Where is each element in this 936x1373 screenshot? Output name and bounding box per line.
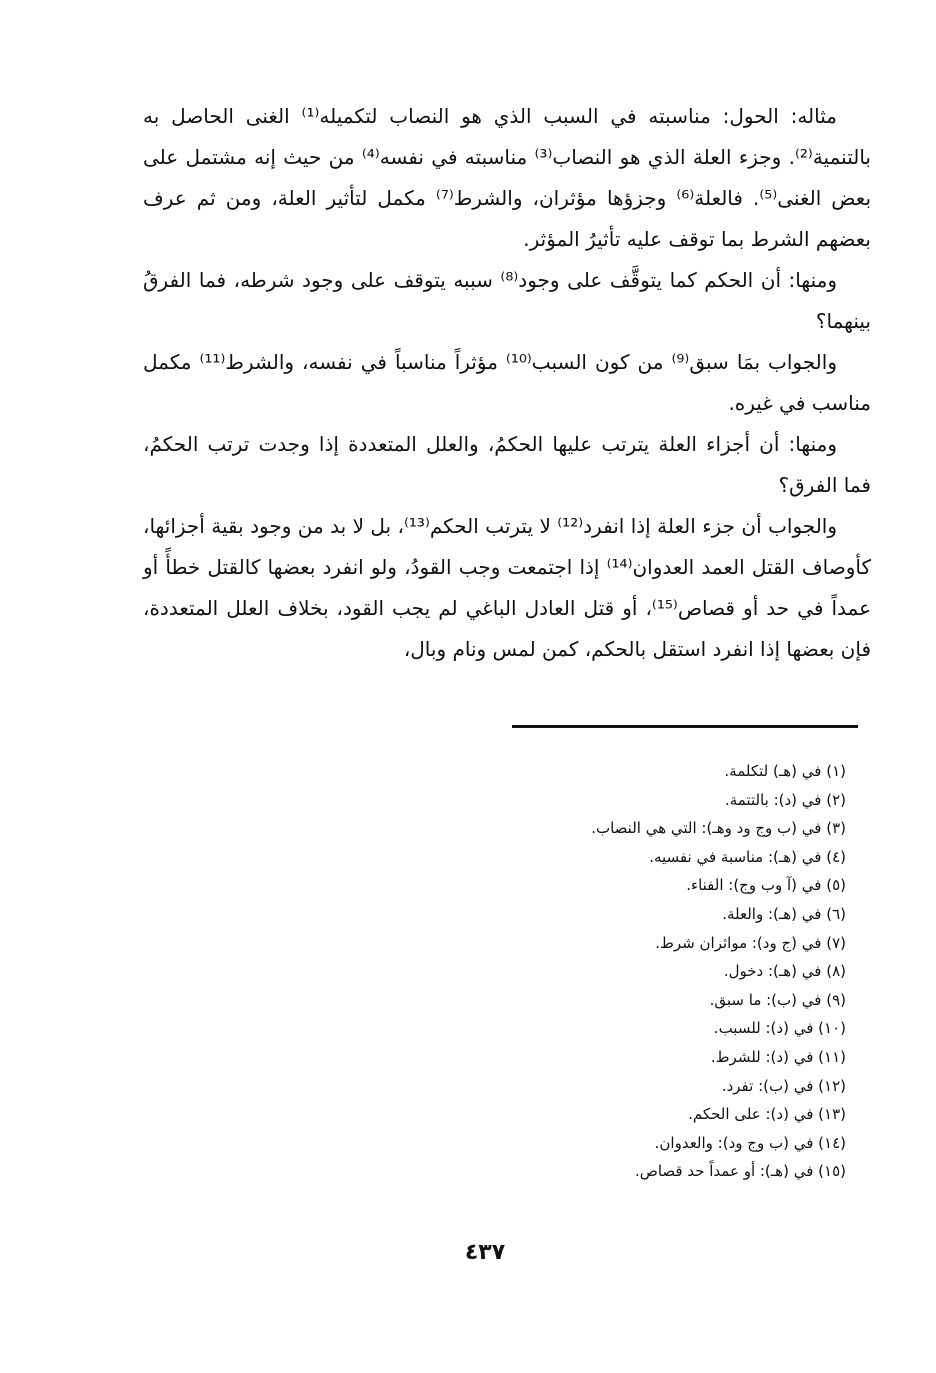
footnote: (١٤) في (ب وج ود): والعدوان. xyxy=(654,1133,846,1152)
footnote: (٢) في (د): بالتتمة. xyxy=(724,790,846,809)
footnote: (٣) في (ب وج ود وهـ): التي هي النصاب. xyxy=(591,819,846,838)
footnote: (٩) في (ب): ما سبق. xyxy=(709,990,846,1009)
footnotes xyxy=(400,757,846,1186)
paragraph: والجواب بمَا سبق⁽⁹⁾ من كون السبب⁽¹⁰⁾ مؤثراً مناسباً في نفسه، والشرط⁽¹¹⁾ مكمل مناسب في غيره. xyxy=(143,350,871,415)
paragraph: مثاله: الحول: مناسبته في السبب الذي هو النصاب لتكميله⁽¹⁾ الغنى الحاصل به بالتنمية⁽²⁾. وجزء العلة الذي هو النصاب⁽³⁾ مناسبته في نفسه⁽⁴⁾ من حيث إنه مشتمل على بعض الغنى⁽⁵⁾. فالعلة⁽⁶⁾ وجزؤها مؤثران، والشرط⁽⁷⁾ مكمل لتأثير العلة، ومن ثم عرف بعضهم الشرط بما توقف عليه تأثيرُ المؤثر. xyxy=(143,104,872,251)
footnote-separator xyxy=(512,725,858,728)
footnote: (١٢) في (ب): تفرد. xyxy=(721,1076,846,1095)
footnote: (١) في (هـ) لتكلمة. xyxy=(724,762,846,780)
main-text xyxy=(143,96,871,670)
footnote: (١٣) في (د): على الحكم. xyxy=(688,1105,846,1124)
footnote: (٦) في (هـ): والعلة. xyxy=(722,904,846,923)
paragraph: ومنها: أن الحكم كما يتوقَّف على وجود⁽⁸⁾ سببه يتوقف على وجود شرطه، فما الفرقُ بينهما؟ xyxy=(143,268,871,333)
footnote: (١١) في (د): للشرط. xyxy=(710,1047,846,1066)
footnote: (٤) في (هـ): مناسبة في نفسيه. xyxy=(649,847,846,866)
footnote: (٨) في (هـ): دخول. xyxy=(723,962,846,981)
footnote: (٥) في (آ وب وج): الفناء. xyxy=(686,876,846,895)
paragraph: والجواب أن جزء العلة إذا انفرد⁽¹²⁾ لا يترتب الحكم⁽¹³⁾، بل لا بد من وجود بقية أجزائها، كأوصاف القتل العمد العدوان⁽¹⁴⁾ إذا اجتمعت وجب القودُ، ولو انفرد بعضها كالقتل خطأً أو عمداً في حد أو قصاص⁽¹⁵⁾، أو قتل العادل الباغي لم يجب القود، بخلاف العلل المتعددة، فإن بعضها إذا انفرد استقل بالحكم، كمن لمس ونام وبال، xyxy=(143,514,871,661)
paragraph: ومنها: أن أجزاء العلة يترتب عليها الحكمُ، والعلل المتعددة إذا وجدت ترتب الحكمُ، فما الفرق؟ xyxy=(143,432,871,497)
footnote: (١٠) في (د): للسبب. xyxy=(713,1019,846,1038)
footnote: (١٥) في (هـ): أو عمداً حد قصاص. xyxy=(634,1162,846,1181)
footnote: (٧) في (ج ود): مواثران شرط. xyxy=(655,933,846,952)
page-number: ٤٣٧ xyxy=(464,1240,506,1265)
